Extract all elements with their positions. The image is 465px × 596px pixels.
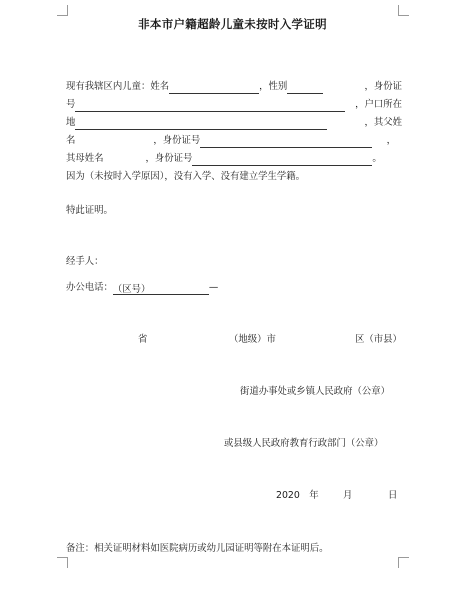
body-line-3 bbox=[66, 116, 402, 130]
gender-blank[interactable] bbox=[287, 82, 323, 94]
body-line-4 bbox=[66, 134, 402, 148]
date-day: 日 bbox=[388, 490, 398, 501]
father-id-blank[interactable] bbox=[200, 136, 372, 148]
document-title: 非本市户籍超龄儿童未按时入学证明 bbox=[138, 17, 327, 31]
reason-text: 因为（未按时入学原因），没有入学、没有建立学生学籍。 bbox=[66, 171, 306, 182]
father-label: ，其父姓 bbox=[364, 117, 402, 128]
ming-label: 名 bbox=[66, 135, 76, 146]
crop-mark-top-right bbox=[398, 5, 409, 16]
body-line-6 bbox=[66, 170, 402, 184]
edu-seal-label: 或县级人民政府教育行政部门（公章） bbox=[224, 438, 384, 449]
child-id-blank[interactable] bbox=[75, 100, 345, 112]
date-month: 月 bbox=[343, 490, 353, 501]
crop-mark-bottom-left bbox=[57, 557, 68, 568]
mother-id-blank[interactable] bbox=[192, 154, 372, 166]
name-label: 现有我辖区内儿童：姓名 bbox=[66, 81, 170, 92]
body-line-2 bbox=[66, 98, 402, 112]
body-line-5 bbox=[66, 152, 402, 166]
father-id-label: ，身份证号 bbox=[153, 135, 201, 146]
id-label: ，身份证 bbox=[364, 81, 402, 92]
date-year: 2020 年 bbox=[276, 490, 319, 501]
mother-id-label: ，身份证号 bbox=[145, 153, 193, 164]
phone-blank[interactable] bbox=[113, 283, 209, 295]
province-label: 省 bbox=[138, 334, 148, 345]
hukou-label: ，户口所在 bbox=[355, 99, 402, 110]
period: 。 bbox=[372, 153, 382, 164]
district-label: 区（市县） bbox=[355, 334, 402, 345]
phone-label: 办公电话： bbox=[66, 282, 113, 293]
mother-label: 其母姓名 bbox=[66, 153, 104, 164]
note-text: 备注：相关证明材料如医院病历或幼儿园证明等附在本证明后。 bbox=[66, 543, 329, 554]
phone-line bbox=[66, 281, 218, 295]
crop-mark-bottom-right bbox=[398, 557, 409, 568]
certify-text: 特此证明。 bbox=[66, 205, 113, 216]
area-code: （区号） bbox=[112, 284, 151, 295]
gov-seal-label: 街道办事处或乡镇人民政府（公章） bbox=[240, 386, 391, 397]
comma: ， bbox=[386, 135, 396, 146]
child-name-blank[interactable] bbox=[169, 82, 259, 94]
phone-dash: — bbox=[208, 282, 219, 293]
gender-label: ，性别 bbox=[259, 81, 288, 92]
city-label: （地级）市 bbox=[229, 334, 276, 345]
body-line-1 bbox=[66, 80, 402, 94]
handler-label: 经手人： bbox=[66, 256, 104, 267]
hao-label: 号 bbox=[66, 99, 76, 110]
di-label: 地 bbox=[66, 117, 76, 128]
hukou-blank[interactable] bbox=[75, 118, 327, 130]
crop-mark-top-left bbox=[57, 5, 68, 16]
